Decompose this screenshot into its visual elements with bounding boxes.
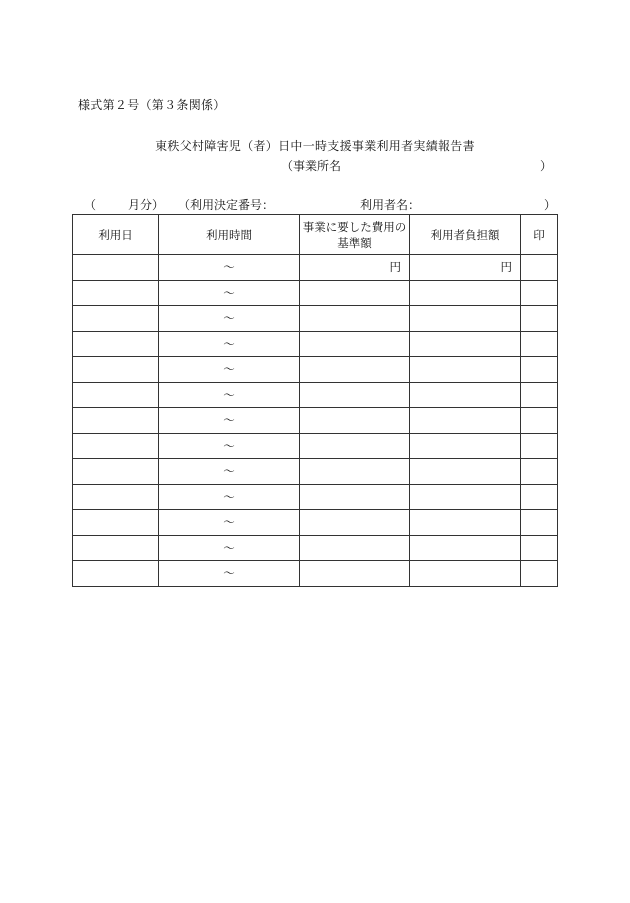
user-burden-cell[interactable] <box>410 484 521 510</box>
table-row <box>73 510 558 536</box>
header-standard-cost: 事業に要した費用の基準額 <box>300 215 410 255</box>
seal-cell[interactable] <box>521 433 558 459</box>
user-burden-cell[interactable] <box>410 331 521 357</box>
seal-cell[interactable] <box>521 357 558 383</box>
seal-cell[interactable] <box>521 535 558 561</box>
table-row <box>73 357 558 383</box>
user-burden-cell[interactable] <box>410 306 521 332</box>
user-name-label: 利用者名： <box>360 198 421 212</box>
time-cell[interactable]: ～ <box>159 408 300 434</box>
standard-cost-cell[interactable] <box>300 280 410 306</box>
office-name-open: （事業所名 <box>281 159 342 173</box>
table-row <box>73 459 558 485</box>
standard-cost-cell[interactable] <box>300 331 410 357</box>
table-row <box>73 280 558 306</box>
office-name-close: ） <box>540 159 553 173</box>
date-cell[interactable] <box>73 484 159 510</box>
form-number: 様式第２号（第３条関係） <box>78 98 226 112</box>
time-cell[interactable]: ～ <box>159 484 300 510</box>
time-cell[interactable]: ～ <box>159 331 300 357</box>
date-cell[interactable] <box>73 535 159 561</box>
standard-cost-cell[interactable] <box>300 382 410 408</box>
standard-cost-cell[interactable] <box>300 433 410 459</box>
seal-cell[interactable] <box>521 459 558 485</box>
time-cell[interactable]: ～ <box>159 382 300 408</box>
info-close-paren: ） <box>544 198 557 212</box>
time-cell[interactable]: ～ <box>159 510 300 536</box>
header-user-burden: 利用者負担額 <box>410 215 521 255</box>
table-row <box>73 535 558 561</box>
table-row <box>73 331 558 357</box>
seal-cell[interactable] <box>521 331 558 357</box>
date-cell[interactable] <box>73 255 159 281</box>
standard-cost-cell[interactable] <box>300 408 410 434</box>
standard-cost-cell[interactable] <box>300 357 410 383</box>
time-cell[interactable]: ～ <box>159 459 300 485</box>
date-cell[interactable] <box>73 357 159 383</box>
date-cell[interactable] <box>73 280 159 306</box>
time-cell[interactable]: ～ <box>159 306 300 332</box>
user-burden-cell[interactable] <box>410 382 521 408</box>
user-burden-cell[interactable]: 円 <box>410 255 521 281</box>
user-burden-cell[interactable] <box>410 433 521 459</box>
month-label: 月分） <box>128 198 165 212</box>
header-date: 利用日 <box>73 215 159 255</box>
date-cell[interactable] <box>73 459 159 485</box>
date-cell[interactable] <box>73 408 159 434</box>
date-cell[interactable] <box>73 510 159 536</box>
standard-cost-cell[interactable] <box>300 306 410 332</box>
table-row <box>73 255 558 281</box>
table-row <box>73 561 558 587</box>
header-seal: 印 <box>521 215 558 255</box>
table-header-row <box>73 215 558 255</box>
user-burden-cell[interactable] <box>410 280 521 306</box>
seal-cell[interactable] <box>521 484 558 510</box>
date-cell[interactable] <box>73 382 159 408</box>
decision-number-label: （利用決定番号： <box>178 198 275 212</box>
date-cell[interactable] <box>73 561 159 587</box>
seal-cell[interactable] <box>521 255 558 281</box>
seal-cell[interactable] <box>521 408 558 434</box>
user-burden-cell[interactable] <box>410 459 521 485</box>
user-burden-cell[interactable] <box>410 510 521 536</box>
date-cell[interactable] <box>73 331 159 357</box>
date-cell[interactable] <box>73 433 159 459</box>
standard-cost-cell[interactable] <box>300 459 410 485</box>
table-row <box>73 306 558 332</box>
report-title: 東秩父村障害児（者）日中一時支援事業利用者実績報告書 <box>155 139 475 153</box>
table-row <box>73 433 558 459</box>
seal-cell[interactable] <box>521 510 558 536</box>
user-burden-cell[interactable] <box>410 357 521 383</box>
date-cell[interactable] <box>73 306 159 332</box>
table-row <box>73 484 558 510</box>
time-cell[interactable]: ～ <box>159 433 300 459</box>
user-burden-cell[interactable] <box>410 535 521 561</box>
time-cell[interactable]: ～ <box>159 357 300 383</box>
user-burden-cell[interactable] <box>410 408 521 434</box>
standard-cost-cell[interactable] <box>300 510 410 536</box>
month-open-paren: （ <box>84 198 97 212</box>
time-cell[interactable]: ～ <box>159 535 300 561</box>
standard-cost-cell[interactable] <box>300 535 410 561</box>
standard-cost-cell[interactable] <box>300 484 410 510</box>
table-row <box>73 408 558 434</box>
time-cell[interactable]: ～ <box>159 280 300 306</box>
standard-cost-cell[interactable]: 円 <box>300 255 410 281</box>
report-table <box>72 214 558 587</box>
seal-cell[interactable] <box>521 561 558 587</box>
header-time: 利用時間 <box>159 215 300 255</box>
table-body <box>73 255 558 587</box>
seal-cell[interactable] <box>521 306 558 332</box>
time-cell[interactable]: ～ <box>159 561 300 587</box>
seal-cell[interactable] <box>521 280 558 306</box>
standard-cost-cell[interactable] <box>300 561 410 587</box>
user-burden-cell[interactable] <box>410 561 521 587</box>
table-row <box>73 382 558 408</box>
time-cell[interactable]: ～ <box>159 255 300 281</box>
seal-cell[interactable] <box>521 382 558 408</box>
